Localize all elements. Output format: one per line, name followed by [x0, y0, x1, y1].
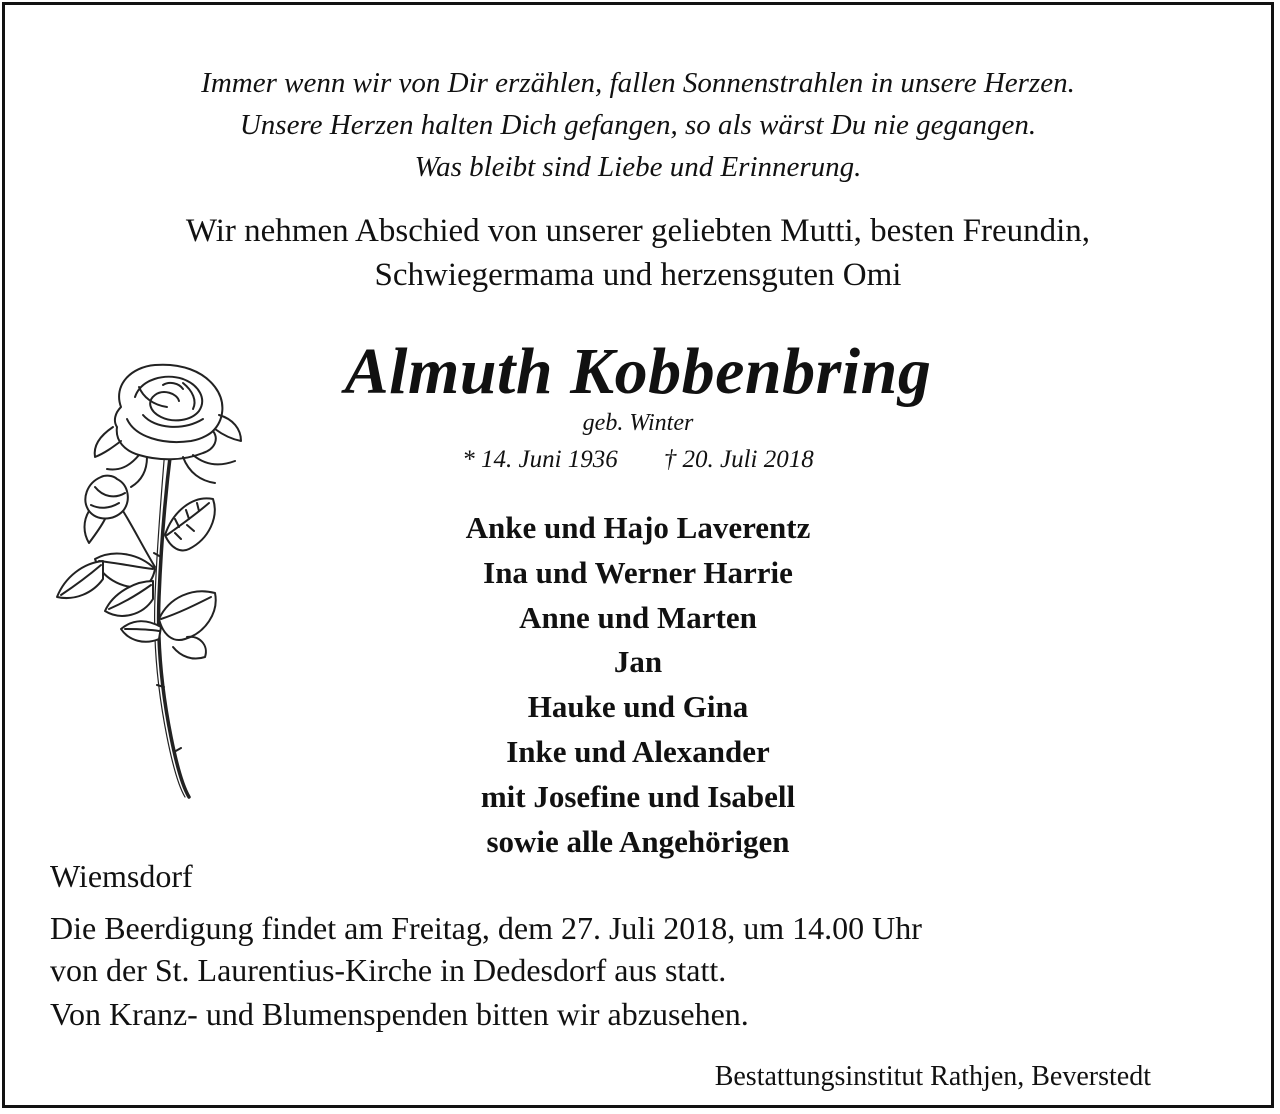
intro-line-1: Wir nehmen Abschied von unserer geliebten Mutti, besten Freundin,: [185, 213, 1091, 249]
birth-date: * 14. Juni 1936: [462, 446, 618, 473]
intro-line-2: Schwiegermama und herzensguten Omi: [374, 257, 902, 293]
mourner-line: Anne und Marten: [519, 599, 757, 635]
rose-bloom: [115, 365, 222, 460]
mourner-line: Ina und Werner Harrie: [483, 554, 793, 590]
funeral-info: [50, 907, 922, 991]
mourner-line: Jan: [613, 644, 663, 680]
deceased-name: Almuth Kobbenbring: [344, 335, 932, 408]
mourner-line: Anke und Hajo Laverentz: [465, 510, 811, 545]
obituary-notice: [2, 2, 1274, 1108]
place-of-residence: Wiemsdorf: [50, 858, 193, 894]
rose-icon: [43, 357, 253, 805]
funeral-home: Bestattungsinstitut Rathjen, Beverstedt: [714, 1061, 1151, 1092]
rose-leaf: [165, 498, 215, 550]
mourner-line: Hauke und Gina: [527, 689, 749, 725]
mourner-line: mit Josefine und Isabell: [480, 778, 796, 814]
mourner-line: sowie alle Angehörigen: [486, 823, 790, 859]
poem: [5, 62, 1271, 188]
maiden-name: geb. Winter: [582, 410, 694, 436]
death-date: † 20. Juli 2018: [663, 446, 814, 473]
funeral-line-1: Die Beerdigung findet am Freitag, dem 27. Juli 2018, um 14.00 Uhr: [50, 910, 922, 946]
funeral-line-2: von der St. Laurentius-Kirche in Dedesdorf aus statt.: [50, 952, 727, 988]
mourner-line: Inke und Alexander: [506, 733, 770, 769]
poem-line-3: Was bleibt sind Liebe und Erinnerung.: [414, 151, 862, 183]
poem-line-1: Immer wenn wir von Dir erzählen, fallen Sonnenstrahlen in unsere Herzen.: [201, 67, 1075, 99]
flower-donation-note: Von Kranz- und Blumenspenden bitten wir abzusehen.: [50, 996, 749, 1032]
rose-leaf: [121, 621, 161, 642]
poem-line-2: Unsere Herzen halten Dich gefangen, so als wärst Du nie gegangen.: [239, 109, 1037, 141]
farewell-intro: [5, 209, 1271, 297]
rose-bud: [85, 476, 127, 519]
